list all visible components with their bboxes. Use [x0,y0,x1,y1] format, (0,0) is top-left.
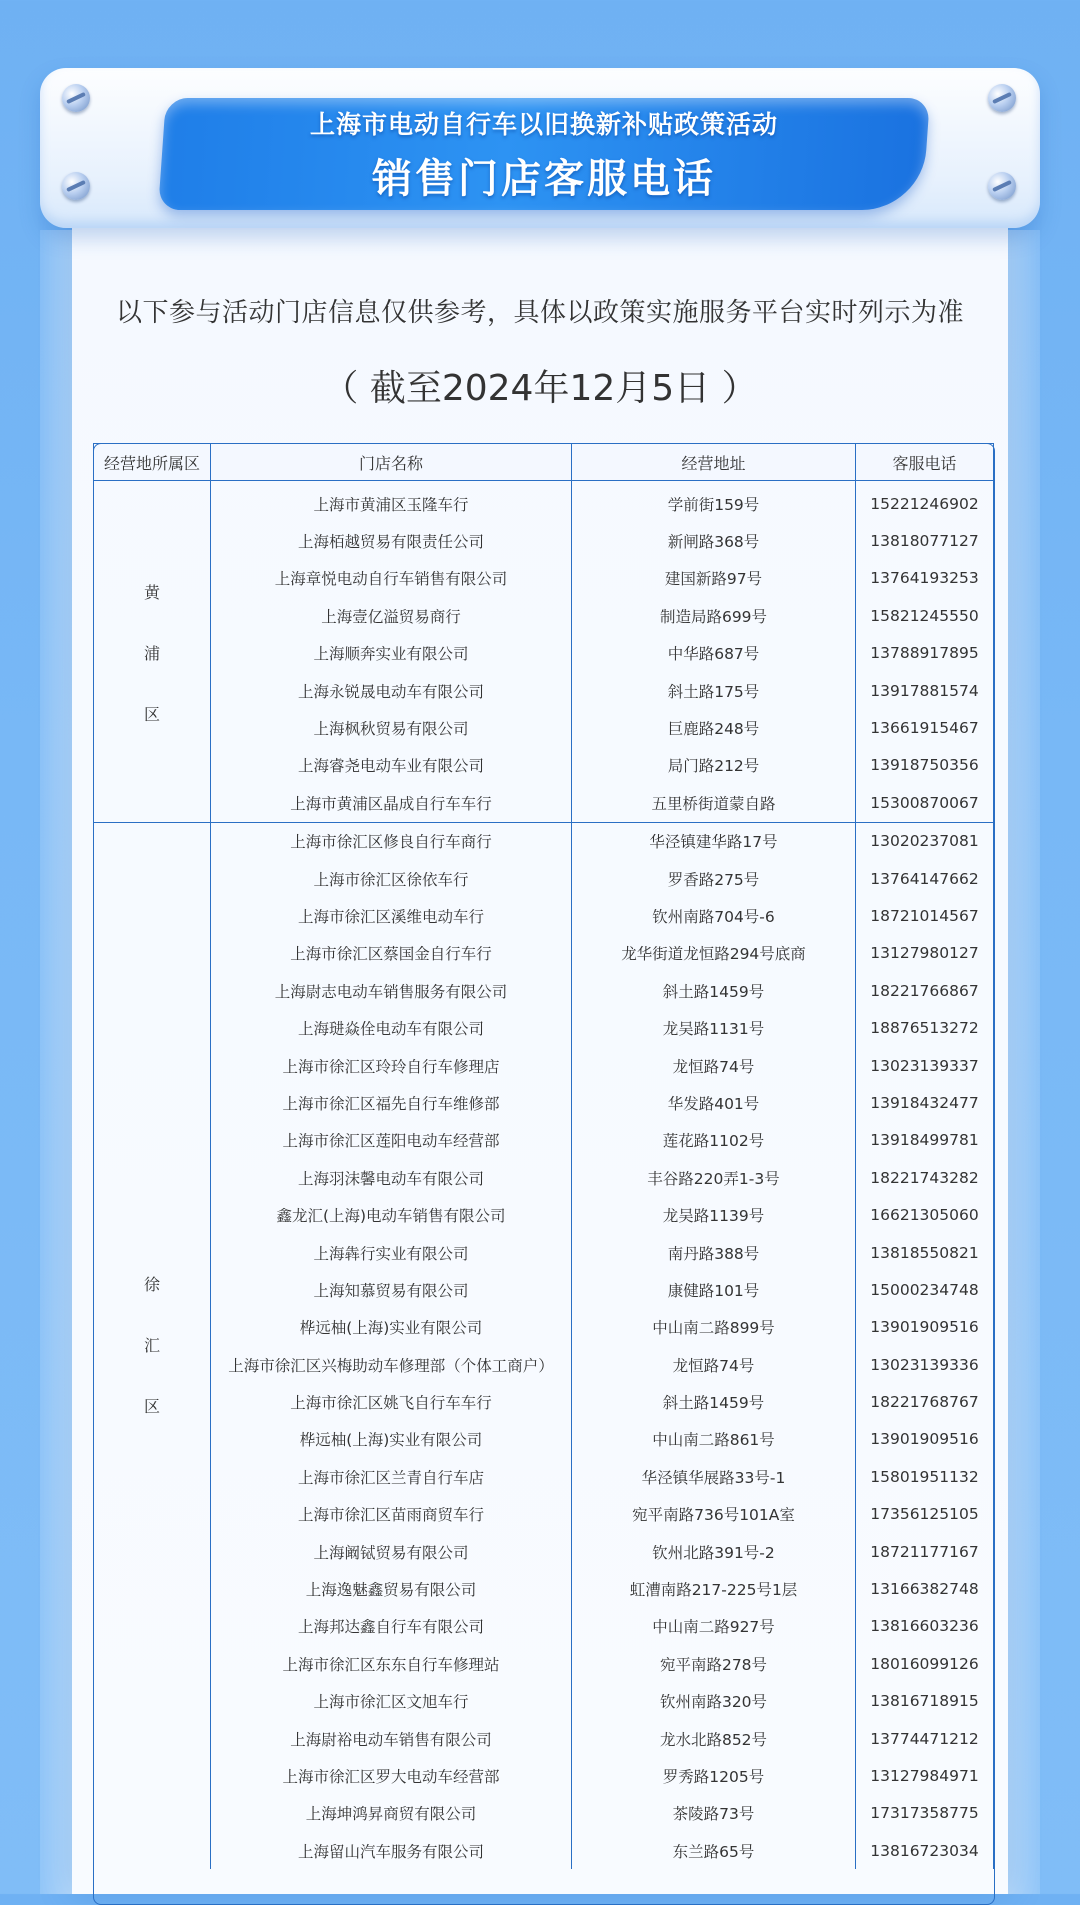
address-cell: 学前街159号 [572,481,856,523]
phone-cell: 13764193253 [856,560,994,597]
phone-cell: 13023139337 [856,1047,994,1084]
store-name-cell: 上海留山汽车服务有限公司 [211,1832,572,1869]
address-cell: 中山南二路861号 [572,1421,856,1458]
phone-cell: 13918432477 [856,1084,994,1121]
table-row [94,635,994,672]
phone-cell: 15300870067 [856,784,994,822]
phone-cell: 13661915467 [856,709,994,746]
address-cell: 龙水北路852号 [572,1720,856,1757]
table-row [94,522,994,559]
store-name-cell: 上海枫秋贸易有限公司 [211,709,572,746]
address-cell: 斜土路1459号 [572,1383,856,1420]
phone-cell: 13816723034 [856,1832,994,1869]
store-name-cell: 上海犇行实业有限公司 [211,1234,572,1271]
table-row [94,1533,994,1570]
table-row [94,747,994,784]
address-cell: 华泾镇华展路33号-1 [572,1458,856,1495]
table-row [94,597,994,634]
phone-cell: 18221766867 [856,972,994,1009]
store-name-cell: 桦远柚(上海)实业有限公司 [211,1421,572,1458]
table-row [94,1271,994,1308]
phone-cell: 18876513272 [856,1009,994,1046]
address-cell: 罗秀路1205号 [572,1757,856,1794]
store-name-cell: 上海市徐汇区文旭车行 [211,1683,572,1720]
phone-cell: 13818077127 [856,522,994,559]
address-cell: 局门路212号 [572,747,856,784]
side-glow-left [40,230,74,1894]
address-cell: 钦州南路704号-6 [572,897,856,934]
table-row [94,972,994,1009]
phone-cell: 18221768767 [856,1383,994,1420]
table-row [94,1196,994,1233]
address-cell: 制造局路699号 [572,597,856,634]
district-char: 黄 [143,582,160,602]
table-row [94,784,994,822]
table-row [94,1159,994,1196]
store-name-cell: 上海章悦电动自行车销售有限公司 [211,560,572,597]
table-row [94,672,994,709]
address-cell: 龙恒路74号 [572,1346,856,1383]
phone-cell: 15221246902 [856,481,994,523]
store-name-cell: 上海尉裕电动车销售有限公司 [211,1720,572,1757]
phone-cell: 16621305060 [856,1196,994,1233]
store-name-cell: 上海市黄浦区晶成自行车车行 [211,784,572,822]
address-cell: 丰谷路220弄1-3号 [572,1159,856,1196]
title-banner-text [162,98,926,210]
district-char: 浦 [143,643,160,663]
store-name-cell: 桦远柚(上海)实业有限公司 [211,1309,572,1346]
phone-cell: 15801951132 [856,1458,994,1495]
district-cell [94,481,211,823]
address-cell: 建国新路97号 [572,560,856,597]
table-row [94,1608,994,1645]
table-row [94,1683,994,1720]
store-name-cell: 上海市徐汇区姚飞自行车车行 [211,1383,572,1420]
table-row [94,897,994,934]
phone-cell: 13774471212 [856,1720,994,1757]
table-row [94,1009,994,1046]
address-cell: 康健路101号 [572,1271,856,1308]
address-cell: 斜土路175号 [572,672,856,709]
header-district: 经营地所属区 [94,444,211,481]
store-name-cell: 上海坤鸿昇商贸有限公司 [211,1795,572,1832]
address-cell: 钦州南路320号 [572,1683,856,1720]
phone-cell: 15000234748 [856,1271,994,1308]
store-name-cell: 上海睿尧电动车业有限公司 [211,747,572,784]
phone-cell: 13918499781 [856,1122,994,1159]
store-name-cell: 上海市徐汇区兴梅助动车修理部（个体工商户） [211,1346,572,1383]
address-cell: 虹漕南路217-225号1层 [572,1570,856,1607]
phone-cell: 18721014567 [856,897,994,934]
district-char: 汇 [143,1336,160,1356]
phone-cell: 18221743282 [856,1159,994,1196]
address-cell: 钦州北路391号-2 [572,1533,856,1570]
phone-cell: 13023139336 [856,1346,994,1383]
table-row [94,709,994,746]
table-row [94,1122,994,1159]
table-row [94,860,994,897]
district-char: 徐 [143,1275,160,1295]
phone-cell: 13816718915 [856,1683,994,1720]
store-name-cell: 上海羽沫馨电动车有限公司 [211,1159,572,1196]
store-name-cell: 上海市徐汇区修良自行车商行 [211,822,572,860]
store-name-cell: 上海琎焱佺电动车有限公司 [211,1009,572,1046]
district-char: 区 [143,704,160,724]
table-row [94,1383,994,1420]
phone-cell: 13166382748 [856,1570,994,1607]
phone-cell: 13764147662 [856,860,994,897]
table-row [94,1645,994,1682]
store-name-cell: 上海壹亿溢贸易商行 [211,597,572,634]
address-cell: 宛平南路278号 [572,1645,856,1682]
phone-cell: 13918750356 [856,747,994,784]
phone-cell: 13901909516 [856,1309,994,1346]
address-cell: 中华路687号 [572,635,856,672]
table-row [94,1795,994,1832]
address-cell: 龙吴路1139号 [572,1196,856,1233]
address-cell: 宛平南路736号101A室 [572,1496,856,1533]
address-cell: 南丹路388号 [572,1234,856,1271]
phone-cell: 18721177167 [856,1533,994,1570]
table-row [94,1346,994,1383]
address-cell: 罗香路275号 [572,860,856,897]
address-cell: 华发路401号 [572,1084,856,1121]
phone-cell: 13818550821 [856,1234,994,1271]
table-row [94,1570,994,1607]
address-cell: 巨鹿路248号 [572,709,856,746]
store-name-cell: 上海市徐汇区东东自行车修理站 [211,1645,572,1682]
store-name-cell: 鑫龙汇(上海)电动车销售有限公司 [211,1196,572,1233]
phone-cell: 13917881574 [856,672,994,709]
store-name-cell: 上海市徐汇区罗大电动车经营部 [211,1757,572,1794]
table-row [94,560,994,597]
phone-cell: 13020237081 [856,822,994,860]
screw-icon [988,172,1016,200]
address-cell: 新闸路368号 [572,522,856,559]
store-name-cell: 上海市徐汇区玲玲自行车修理店 [211,1047,572,1084]
address-cell: 斜土路1459号 [572,972,856,1009]
address-cell: 东兰路65号 [572,1832,856,1869]
address-cell: 中山南二路899号 [572,1309,856,1346]
table-row [94,1421,994,1458]
table-row [94,1047,994,1084]
address-cell: 莲花路1102号 [572,1122,856,1159]
store-name-cell: 上海市徐汇区莲阳电动车经营部 [211,1122,572,1159]
address-cell: 华泾镇建华路17号 [572,822,856,860]
header-phone: 客服电话 [856,444,994,481]
screw-icon [62,84,90,112]
phone-cell: 13127980127 [856,935,994,972]
table-row [94,1720,994,1757]
header-store-name: 门店名称 [211,444,572,481]
screw-icon [62,172,90,200]
table-row [94,1496,994,1533]
table-row [94,822,994,860]
table-row [94,1234,994,1271]
table-row [94,481,994,523]
store-name-cell: 上海市徐汇区溪维电动车行 [211,897,572,934]
table-row [94,1458,994,1495]
phone-cell: 18016099126 [856,1645,994,1682]
phone-cell: 13816603236 [856,1608,994,1645]
table-header-row [94,444,994,481]
side-glow-right [1006,230,1040,1894]
store-name-cell: 上海邦达鑫自行车有限公司 [211,1608,572,1645]
address-cell: 茶陵路73号 [572,1795,856,1832]
table-row [94,1309,994,1346]
table-row [94,1757,994,1794]
store-name-cell: 上海市徐汇区苗雨商贸车行 [211,1496,572,1533]
phone-cell: 17356125105 [856,1496,994,1533]
table-row [94,1084,994,1121]
header-address: 经营地址 [572,444,856,481]
store-name-cell: 上海市徐汇区蔡国金自行车行 [211,935,572,972]
district-char: 区 [143,1397,160,1417]
address-cell: 龙吴路1131号 [572,1009,856,1046]
store-name-cell: 上海市徐汇区福先自行车维修部 [211,1084,572,1121]
store-name-cell: 上海顺奔实业有限公司 [211,635,572,672]
phone-cell: 13901909516 [856,1421,994,1458]
phone-cell: 13788917895 [856,635,994,672]
store-name-cell: 上海永锐晟电动车有限公司 [211,672,572,709]
phone-cell: 13127984971 [856,1757,994,1794]
store-name-cell: 上海尉志电动车销售服务有限公司 [211,972,572,1009]
store-name-cell: 上海阚铽贸易有限公司 [211,1533,572,1570]
phone-cell: 17317358775 [856,1795,994,1832]
store-name-cell: 上海市黄浦区玉隆车行 [211,481,572,523]
banner-title: 销售门店客服电话 [372,155,716,202]
table-row [94,1832,994,1869]
screw-icon [988,84,1016,112]
address-cell: 龙恒路74号 [572,1047,856,1084]
store-name-cell: 上海知慕贸易有限公司 [211,1271,572,1308]
store-name-cell: 上海栢越贸易有限责任公司 [211,522,572,559]
district-cell [94,822,211,1869]
address-cell: 龙华街道龙恒路294号底商 [572,935,856,972]
disclaimer-note: 以下参与活动门店信息仅供参考，具体以政策实施服务平台实时列示为准 [115,298,964,328]
table-row [94,935,994,972]
address-cell: 五里桥街道蒙自路 [572,784,856,822]
store-name-cell: 上海市徐汇区徐依车行 [211,860,572,897]
banner-subtitle: 上海市电动自行车以旧换新补贴政策活动 [309,109,778,139]
store-table [93,443,994,1869]
as-of-date: （ 截至2024年12月5日 ） [322,368,758,409]
phone-cell: 15821245550 [856,597,994,634]
address-cell: 中山南二路927号 [572,1608,856,1645]
store-name-cell: 上海市徐汇区兰青自行车店 [211,1458,572,1495]
store-name-cell: 上海逸魅鑫贸易有限公司 [211,1570,572,1607]
